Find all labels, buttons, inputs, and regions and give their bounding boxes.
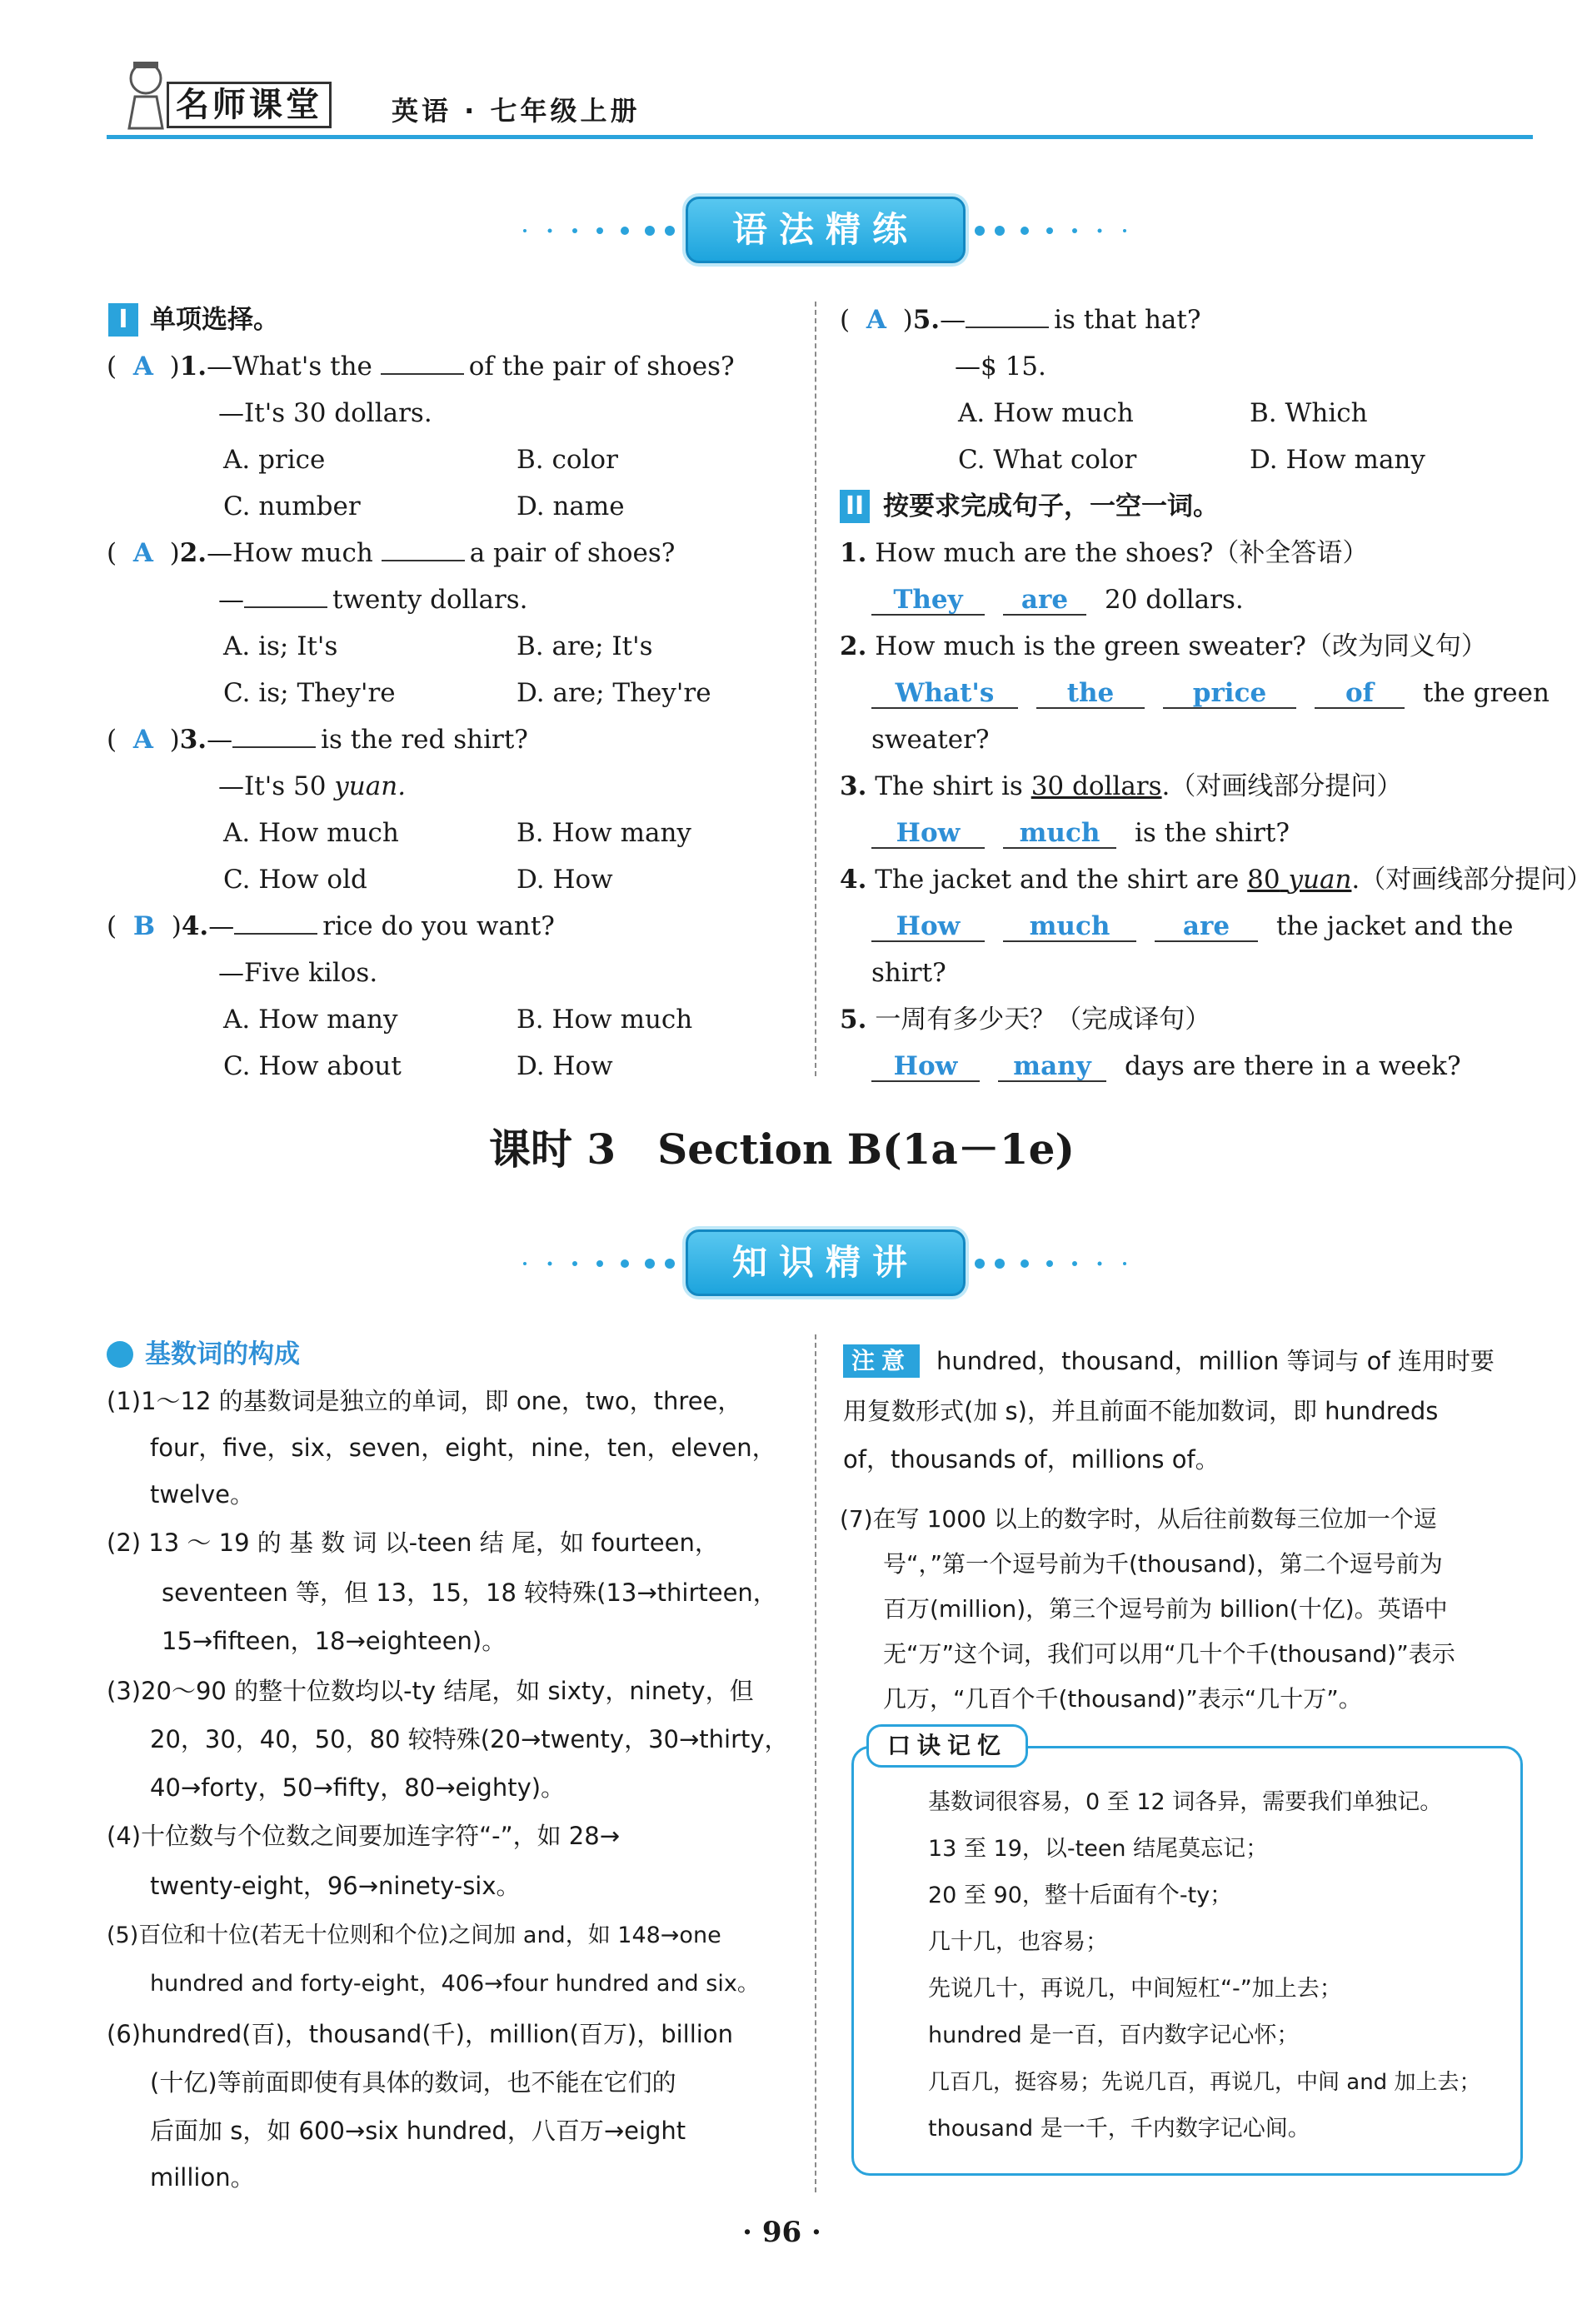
banner-dots-right	[975, 1256, 1133, 1266]
option-a: A. How much	[223, 818, 399, 848]
rule-line: 15→fifteen，18→eighteen)。	[162, 1627, 507, 1655]
option-d: D. How	[517, 1051, 613, 1081]
question-2: ( A )2.—How much a pair of shoes?	[107, 538, 676, 568]
option-c: C. number	[223, 491, 361, 521]
column-divider	[815, 1334, 816, 2192]
note-line: hundred，thousand，million 等词与 of 连用时要	[936, 1347, 1495, 1375]
answer: A	[866, 305, 886, 335]
rule-line: twenty-eight，96→ninety-six。	[150, 1872, 521, 1900]
item-1-prompt: 1. How much are the shoes?（补全答语）	[840, 538, 1369, 568]
page-number: · 96 ·	[742, 2216, 821, 2249]
rule-line: million。	[150, 2163, 255, 2192]
answer: B	[132, 911, 156, 941]
rule-line: (3)20～90 的整十位数均以-ty 结尾，如 sixty，ninety，但	[107, 1677, 754, 1705]
item-5-answer: How many days are there in a week?	[871, 1050, 1461, 1083]
subject-title: 英语 · 七年级上册	[392, 95, 641, 127]
item-4-prompt: 4. The jacket and the shirt are 80 yuan.（对画线部分提问）	[840, 865, 1592, 895]
part-2-title: 按要求完成句子，一空一词。	[883, 491, 1219, 521]
rule-7-line: 几万，“几百个千(thousand)”表示“几十万”。	[883, 1685, 1362, 1713]
answer: A	[132, 538, 153, 568]
memo-line: thousand 是一千，千内数字记心间。	[928, 2116, 1310, 2142]
banner-dots-right	[975, 223, 1133, 233]
rule-line: (4)十位数与个位数之间要加连字符“-”，如 28→	[107, 1822, 621, 1850]
item-4-tail: shirt?	[871, 958, 946, 988]
item-3-prompt: 3. The shirt is 30 dollars.（对画线部分提问）	[840, 771, 1403, 801]
item-2-tail: sweater?	[871, 725, 990, 755]
rule-line: hundred and forty-eight，406→four hundred and six。	[150, 1971, 760, 1997]
rule-7-line: 号“，”第一个逗号前为千(thousand)，第二个逗号前为	[883, 1550, 1443, 1578]
rule-line: (十亿)等前面即使有具体的数词，也不能在它们的	[150, 2068, 676, 2097]
answer-blank	[244, 606, 327, 608]
question-4: ( B )4.— rice do you want?	[107, 911, 555, 941]
item-1-answer: They are 20 dollars.	[871, 583, 1244, 616]
option-b: B. color	[517, 445, 618, 475]
note-tag: 注意	[843, 1344, 920, 1378]
memo-line: 几十几，也容易；	[928, 1929, 1108, 1955]
part-1-title: 单项选择。	[150, 305, 279, 335]
item-2-answer: What's the price of the green	[871, 676, 1550, 710]
answer-blank	[966, 327, 1049, 328]
rule-7-line: (7)在写 1000 以上的数字时，从后往前数每三位加一个逗	[840, 1505, 1437, 1533]
question-3: ( A )3.— is the red shirt?	[107, 725, 528, 755]
option-a: A. is; It's	[223, 631, 338, 661]
rule-line: twelve。	[150, 1480, 254, 1509]
question-5-stem: ( A )5.— is that hat?	[840, 305, 1201, 335]
note-line: of，thousands of，millions of。	[843, 1445, 1220, 1474]
answer-blank	[382, 560, 465, 561]
option-c: C. How old	[223, 865, 367, 895]
part-1-marker: I	[108, 303, 138, 337]
option-a: A. How many	[223, 1005, 398, 1035]
item-4-answer: How much are the jacket and the	[871, 910, 1513, 943]
part-2-marker: II	[840, 490, 870, 523]
reply: — twenty dollars.	[218, 585, 528, 615]
question-1: ( A )1.—What's the of the pair of shoes?	[107, 352, 735, 382]
option-d: D. are; They're	[517, 678, 711, 708]
rule-line: (6)hundred(百)，thousand(千)，million(百万)，billion	[107, 2020, 733, 2048]
option-a: A. price	[223, 445, 326, 475]
banner-grammar-practice: 语法精练	[686, 197, 966, 263]
brand-title: 名师课堂	[167, 82, 332, 128]
answer-blank	[234, 933, 317, 935]
answer: A	[132, 725, 153, 755]
column-divider	[815, 302, 816, 1076]
memo-line: hundred 是一百，百内数字记心怀；	[928, 2022, 1300, 2048]
option-b: B. How many	[517, 818, 691, 848]
rule-line: (1)1～12 的基数词是独立的单词，即 one，two，three，	[107, 1387, 742, 1415]
banner-dots-left	[517, 1256, 675, 1266]
rule-7-line: 百万(million)，第三个逗号前为 billion(十亿)。英语中	[883, 1595, 1448, 1623]
bullet-icon	[107, 1341, 133, 1368]
item-5-prompt: 5. 一周有多少天？（完成译句）	[840, 1005, 1211, 1035]
rule-7-line: 无“万”这个词，我们可以用“几十个千(thousand)”表示	[883, 1640, 1455, 1668]
option-a: A. How much	[958, 398, 1134, 428]
memo-line: 基数词很容易，0 至 12 词各异，需要我们单独记。	[928, 1789, 1443, 1815]
rule-line: (5)百位和十位(若无十位则和个位)之间加 and，如 148→one	[107, 1923, 721, 1948]
rule-line: 40→forty，50→fifty，80→eighty)。	[150, 1773, 566, 1802]
banner-knowledge: 知识精讲	[686, 1229, 966, 1296]
rule-line: 20，30，40，50，80 较特殊(20→twenty，30→thirty，	[150, 1725, 789, 1753]
memo-line: 13 至 19，以-teen 结尾莫忘记；	[928, 1836, 1269, 1862]
memo-line: 几百几，挺容易；先说几百，再说几，中间 and 加上去；	[928, 2070, 1481, 2095]
item-2-prompt: 2. How much is the green sweater?（改为同义句）	[840, 631, 1487, 661]
option-d: D. name	[517, 491, 625, 521]
rule-line: (2) 13 ～ 19 的 基 数 词 以-teen 结 尾，如 fourteen，	[107, 1529, 719, 1557]
option-d: D. How many	[1250, 445, 1425, 475]
banner-dots-left	[517, 223, 675, 233]
option-d: D. How	[517, 865, 613, 895]
note-line: 用复数形式(加 s)，并且前面不能加数词，即 hundreds	[843, 1397, 1439, 1425]
item-3-answer: How much is the shirt?	[871, 816, 1290, 850]
option-b: B. Which	[1250, 398, 1368, 428]
rule-line: 后面加 s，如 600→six hundred，八百万→eight	[150, 2117, 686, 2145]
answer-blank	[381, 373, 464, 375]
option-b: B. are; It's	[517, 631, 653, 661]
reply: —Five kilos.	[218, 958, 378, 988]
answer: A	[132, 352, 153, 382]
memo-line: 先说几十，再说几，中间短杠“-”加上去；	[928, 1976, 1342, 2002]
reply: —It's 30 dollars.	[218, 398, 432, 428]
option-c: C. How about	[223, 1051, 402, 1081]
reply: —$ 15.	[955, 352, 1046, 382]
answer-blank	[232, 746, 316, 748]
memo-title: 口诀记忆	[866, 1724, 1028, 1768]
knowledge-heading: 基数词的构成	[145, 1339, 300, 1369]
header-rule	[107, 135, 1533, 139]
option-c: C. is; They're	[223, 678, 396, 708]
option-b: B. How much	[517, 1005, 693, 1035]
rule-line: seventeen 等，但 13，15，18 较特殊(13→thirteen，	[162, 1578, 777, 1607]
rule-line: four，five，six，seven，eight，nine，ten，eleven，	[150, 1434, 776, 1462]
lesson-title: 课时 3 Section B(1a－1e)	[488, 1125, 1075, 1174]
reply: —It's 50 yuan.	[218, 771, 407, 801]
option-c: C. What color	[958, 445, 1137, 475]
memo-line: 20 至 90，整十后面有个-ty；	[928, 1883, 1233, 1908]
